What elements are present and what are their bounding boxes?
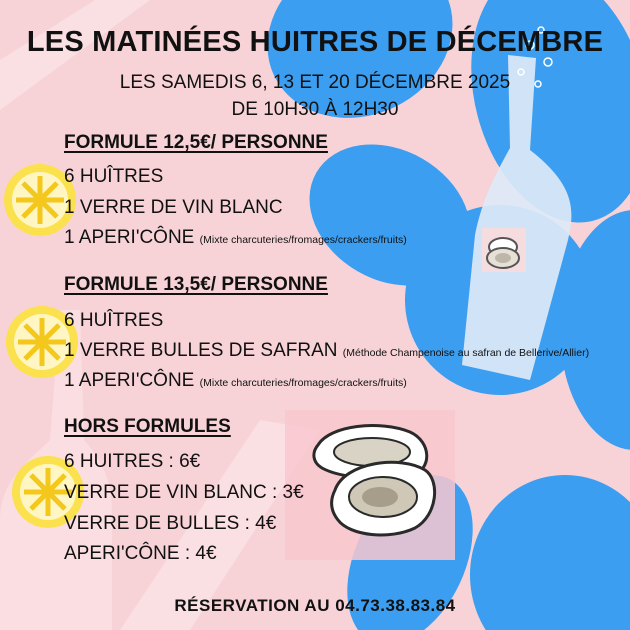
hors-item-oysters: 6 HUITRES : 6€ [64,451,201,472]
hors-item-bubbles: VERRE DE BULLES : 4€ [64,513,277,534]
formule2-item-bubbles [64,340,589,362]
formule1-apericone-label: 1 APERI'CÔNE [64,227,195,248]
event-dates: LES SAMEDIS 6, 13 ET 20 DÉCEMBRE 2025 [119,72,511,93]
formule2-apericone-label: 1 APERI'CÔNE [64,370,195,391]
formule1-item-apericone [64,227,407,249]
small-oyster-icon [482,228,526,272]
formule1-item-oysters: 6 HUÎTRES [64,166,164,187]
formule1-heading: FORMULE 12,5€/ PERSONNE [64,132,328,153]
event-hours: DE 10H30 À 12H30 [231,99,399,120]
formule1-item-wine: 1 VERRE DE VIN BLANC [64,197,283,218]
reservation-phone: RÉSERVATION AU 04.73.38.83.84 [174,596,456,615]
hors-item-apericone: APERI'CÔNE : 4€ [64,543,217,564]
page-title: LES MATINÉES HUITRES DE DÉCEMBRE [26,26,604,58]
formule2-heading: FORMULE 13,5€/ PERSONNE [64,274,328,295]
hors-item-wine: VERRE DE VIN BLANC : 3€ [64,482,304,503]
formule2-bubbles-note: (Méthode Champenoise au safran de Bellerive/Allier) [342,347,590,359]
formule2-apericone-note: (Mixte charcuteries/fromages/crackers/fruits) [199,377,407,389]
formule2-bubbles-label: 1 VERRE BULLES DE SAFRAN [64,340,338,361]
formule2-item-apericone [64,370,407,392]
formule2-item-oysters: 6 HUÎTRES [64,310,164,331]
formule1-apericone-note: (Mixte charcuteries/fromages/crackers/fruits) [199,234,407,246]
hors-formules-heading: HORS FORMULES [64,416,231,437]
